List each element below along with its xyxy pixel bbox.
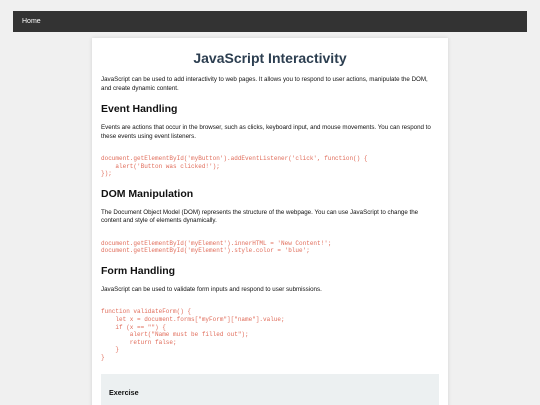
exercise-box (101, 374, 439, 405)
code-block: function validateForm() { let x = document.forms["myForm"]["name"].value; if (x == "") { alert("Name must be filled out"); return false; } } (101, 308, 285, 362)
section-heading: DOM Manipulation (101, 187, 194, 200)
browser-viewport (13, 11, 527, 405)
code-block: document.getElementById('myButton').addEventListener('click', function() { alert('Button was clicked!'); }); (101, 155, 368, 178)
content-card (92, 38, 448, 405)
section-text: The Document Object Model (DOM) represents the structure of the webpage. You can use JavaScript to change the content and style of elements dynamically. (101, 208, 419, 225)
page-title: JavaScript Interactivity (193, 50, 347, 66)
top-navbar (13, 11, 527, 32)
exercise-heading: Exercise (109, 387, 139, 397)
code-block: document.getElementById('myElement').innerHTML = 'New Content!'; document.getElementById('myElement').style.color = 'blue'; (101, 239, 332, 255)
section-text: Events are actions that occur in the browser, such as clicks, keyboard input, and mouse movements. You can respond to these events using event listeners. (101, 124, 431, 140)
section-heading: Form Handling (101, 264, 176, 277)
intro-paragraph: JavaScript can be used to add interactivity to web pages. It allows you to respond to user actions, manipulate the DOM, and create dynamic content. (101, 76, 428, 92)
section-form-handling (101, 265, 439, 362)
nav-home-link[interactable]: Home (22, 18, 41, 25)
section-dom-manipulation (101, 188, 439, 255)
section-event-handling (101, 103, 439, 178)
section-text: JavaScript can be used to validate form inputs and respond to user submissions. (101, 285, 322, 293)
section-heading: Event Handling (101, 103, 178, 115)
